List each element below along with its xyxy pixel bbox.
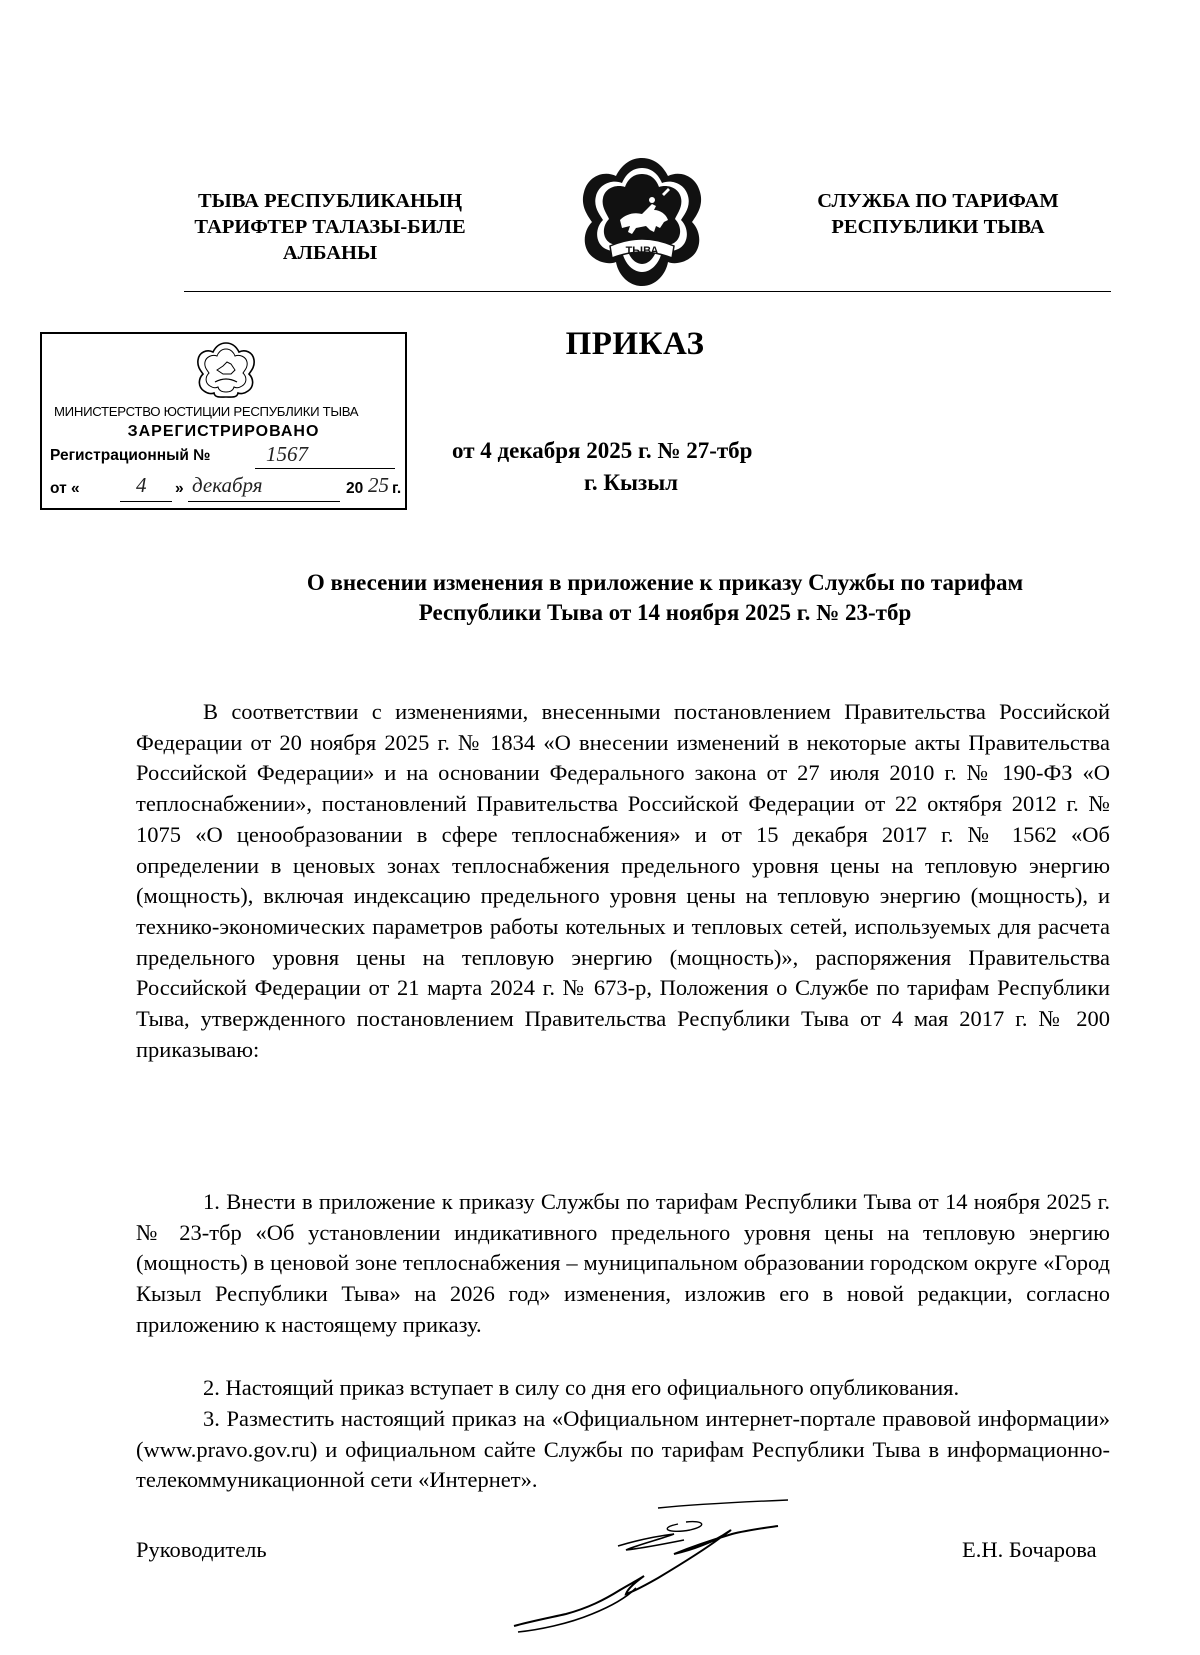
emblem-ribbon-label: ТЫВА xyxy=(625,245,659,257)
header-left-title xyxy=(160,188,500,266)
stamp-year-suffix: г. xyxy=(392,480,402,497)
header-divider xyxy=(184,291,1111,292)
header-left-line-2: ТАРИФТЕР ТАЛАЗЫ-БИЛЕ xyxy=(194,216,466,238)
order-city: г. Кызыл xyxy=(584,470,679,495)
header-right-line-2: РЕСПУБЛИКИ ТЫВА xyxy=(831,216,1045,238)
stamp-date-prefix: от « xyxy=(50,480,80,497)
header-right-line-1: СЛУЖБА ПО ТАРИФАМ xyxy=(817,190,1059,212)
stamp-year-prefix: 20 xyxy=(346,480,364,497)
stamp-month-underline xyxy=(188,501,340,502)
stamp-ministry-text: МИНИСТЕРСТВО ЮСТИЦИИ РЕСПУБЛИКИ ТЫВА xyxy=(54,404,359,419)
stamp-regnum-underline xyxy=(255,468,395,469)
order-item-1: 1. Внести в приложение к приказу Службы по тарифам Республики Тыва от 14 ноября 2025 г. № 23-тбр «Об установлении индикативного предельного уровня цены на тепловую энергию (мощность) в ценовой зоне теплоснабжения – муниципальном образовании городском округе «Город Кызыл Республики Тыва» на 2026 год» изменения, изложив его в новой редакции, согласно приложению к настоящему приказу. xyxy=(136,1189,1110,1337)
stamp-date-quote: » xyxy=(175,480,184,497)
preamble-paragraph: В соответствии с изменениями, внесенными постановлением Правительства Российской Федерации от 20 ноября 2025 г. № 1834 «О внесении изменений в некоторые акты Правительства Российской Федерации» и на основании Федерального закона от 27 июля 2010 г. № 190-ФЗ «О теплоснабжении», постановлений Правительства Российской Федерации от 22 октября 2012 г. № 1075 «О ценообразовании в сфере теплоснабжения» и от 15 декабря 2017 г. № 1562 «Об определении в ценовых зонах теплоснабжения предельного уровня цены на тепловую энергию (мощность), включая индексацию предельного уровня цены на тепловую энергию (мощность), и технико-экономических параметров работы котельных и тепловых сетей, используемых для расчета предельного уровня цены на тепловую энергию (мощность)», распоряжения Правительства Российской Федерации от 21 марта 2024 г. № 673-р, Положения о Службе по тарифам Республики Тыва, утвержденного постановлением Правительства Республики Тыва от 4 мая 2017 г. № 200 приказываю: xyxy=(136,699,1110,1062)
tyva-emblem-icon xyxy=(576,154,708,292)
stamp-day-underline xyxy=(120,501,172,502)
order-item-3: 3. Разместить настоящий приказ на «Официальном интернет-портале правовой информации» (www.pravo.gov.ru) и официальном сайте Службы по тарифам Республики Тыва в информационно-телекоммуникационной сети «Интернет». xyxy=(136,1406,1110,1493)
subject-line-1: О внесении изменения в приложение к приказу Службы по тарифам xyxy=(306,570,1024,595)
order-subject xyxy=(215,568,1115,628)
signatory-role: Руководитель xyxy=(136,1537,267,1562)
order-date-number: от 4 декабря 2025 г. № 27-тбр xyxy=(452,438,753,463)
header-left-line-3: АЛБАНЫ xyxy=(282,242,378,264)
order-item-2: 2. Настоящий приказ вступает в силу со дня его официального опубликования. xyxy=(203,1375,960,1400)
subject-line-2: Республики Тыва от 14 ноября 2025 г. № 23-тбр xyxy=(418,600,912,625)
stamp-regnum-label: Регистрационный № xyxy=(50,447,211,464)
stamp-year-value: 25 xyxy=(368,473,389,497)
stamp-regnum-value: 1567 xyxy=(266,442,308,466)
stamp-date-month: декабря xyxy=(192,473,263,497)
signatory-name: Е.Н. Бочарова xyxy=(962,1537,1097,1562)
order-title: ПРИКАЗ xyxy=(565,326,705,362)
header-right-title xyxy=(768,188,1108,240)
handwritten-signature xyxy=(508,1490,800,1640)
stamp-date-day: 4 xyxy=(136,473,147,497)
stamp-registered-text: ЗАРЕГИСТРИРОВАНО xyxy=(127,423,320,440)
header-left-line-1: ТЫВА РЕСПУБЛИКАНЫҢ xyxy=(197,190,463,212)
